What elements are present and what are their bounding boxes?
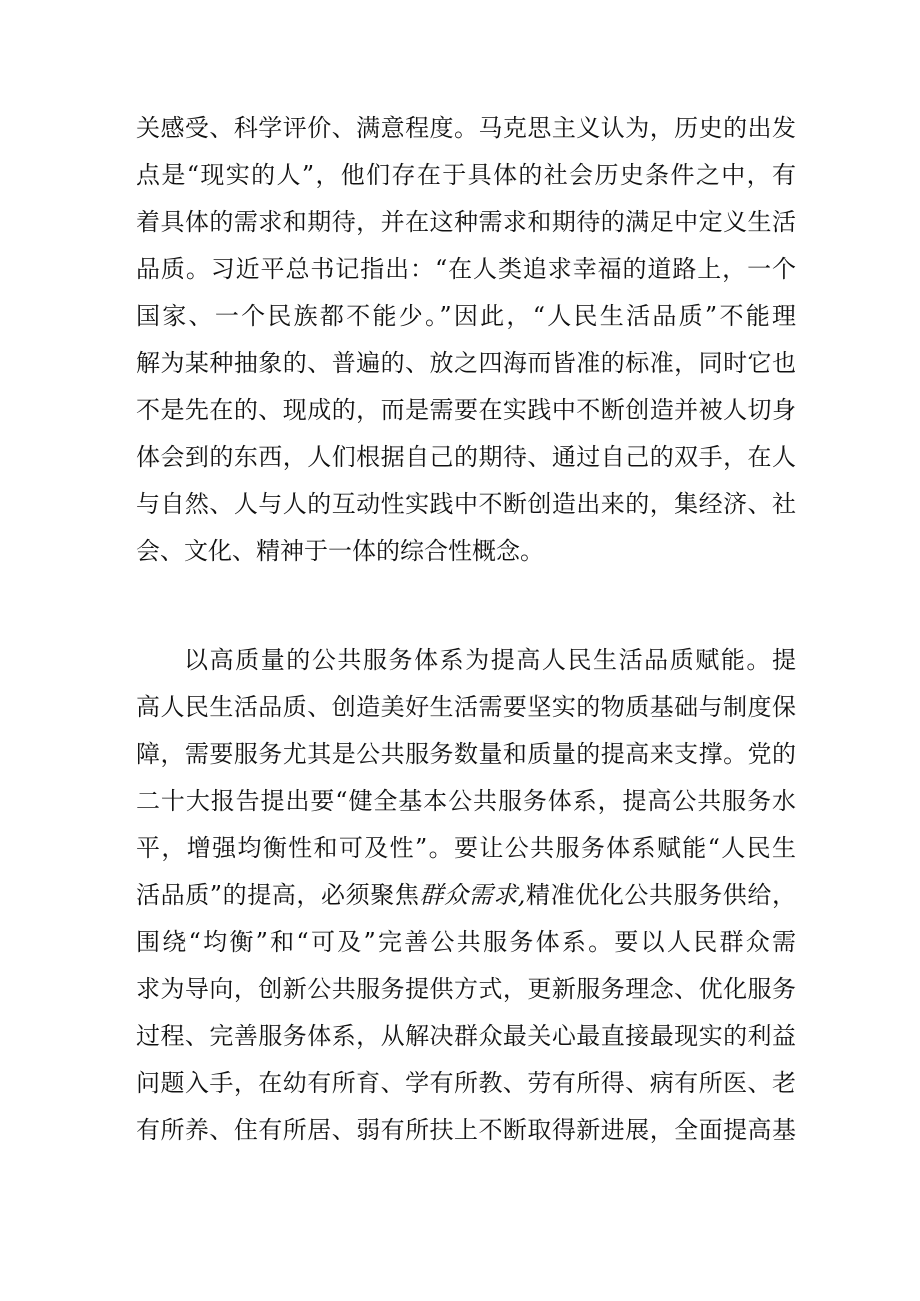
text-line: 会、文化、精神于一体的综合性概念。	[136, 537, 544, 565]
text-line: 高人民生活品质、创造美好生活需要坚实的物质基础与制度保	[136, 693, 796, 721]
text-line: 关感受、科学评价、满意程度。马克思主义认为，历史的出发	[136, 114, 796, 142]
text-line: 解为某种抽象的、普遍的、放之四海而皆准的标准，同时它也	[136, 349, 796, 377]
text-line: 求为导向，创新公共服务提供方式，更新服务理念、优化服务	[136, 975, 796, 1003]
text-line: 体会到的东西，人们根据自己的期待、通过自己的双手，在人	[136, 443, 796, 471]
text-line: 国家、一个民族都不能少。”因此，“人民生活品质”不能理	[136, 302, 796, 330]
text-segment: 精准优化公共服务供给，	[525, 881, 796, 909]
text-line: 以高质量的公共服务体系为提高人民生活品质赋能。提	[184, 646, 796, 674]
paragraph-1	[136, 105, 796, 575]
text-line: 点是“现实的人”，他们存在于具体的社会历史条件之中，有	[136, 161, 796, 189]
text-line: 平，增强均衡性和可及性”。要让公共服务体系赋能“人民生	[136, 834, 796, 862]
text-line: 问题入手，在幼有所育、学有所教、劳有所得、病有所医、老	[136, 1069, 796, 1097]
text-line: 围绕“均衡”和“可及”完善公共服务体系。要以人民群众需	[136, 928, 796, 956]
text-line: 障，需要服务尤其是公共服务数量和质量的提高来支撑。党的	[136, 740, 796, 768]
text-segment: 活品质”的提高，必须聚焦	[136, 881, 420, 909]
text-line: 二十大报告提出要“健全基本公共服务体系，提高公共服务水	[136, 787, 796, 815]
text-line: 着具体的需求和期待，并在这种需求和期待的满足中定义生活	[136, 208, 796, 236]
text-line: 有所养、住有所居、弱有所扶上不断取得新进展，全面提高基	[136, 1116, 796, 1144]
text-line-mixed	[136, 872, 796, 919]
text-line: 过程、完善服务体系，从解决群众最关心最直接最现实的利益	[136, 1022, 796, 1050]
italic-text-segment: 群众需求,	[419, 881, 526, 909]
text-line: 不是先在的、现成的，而是需要在实践中不断创造并被人切身	[136, 396, 796, 424]
paragraph-2	[136, 637, 796, 1154]
text-line: 与自然、人与人的互动性实践中不断创造出来的，集经济、社	[136, 490, 796, 518]
text-line: 品质。习近平总书记指出：“在人类追求幸福的道路上，一个	[136, 255, 796, 283]
